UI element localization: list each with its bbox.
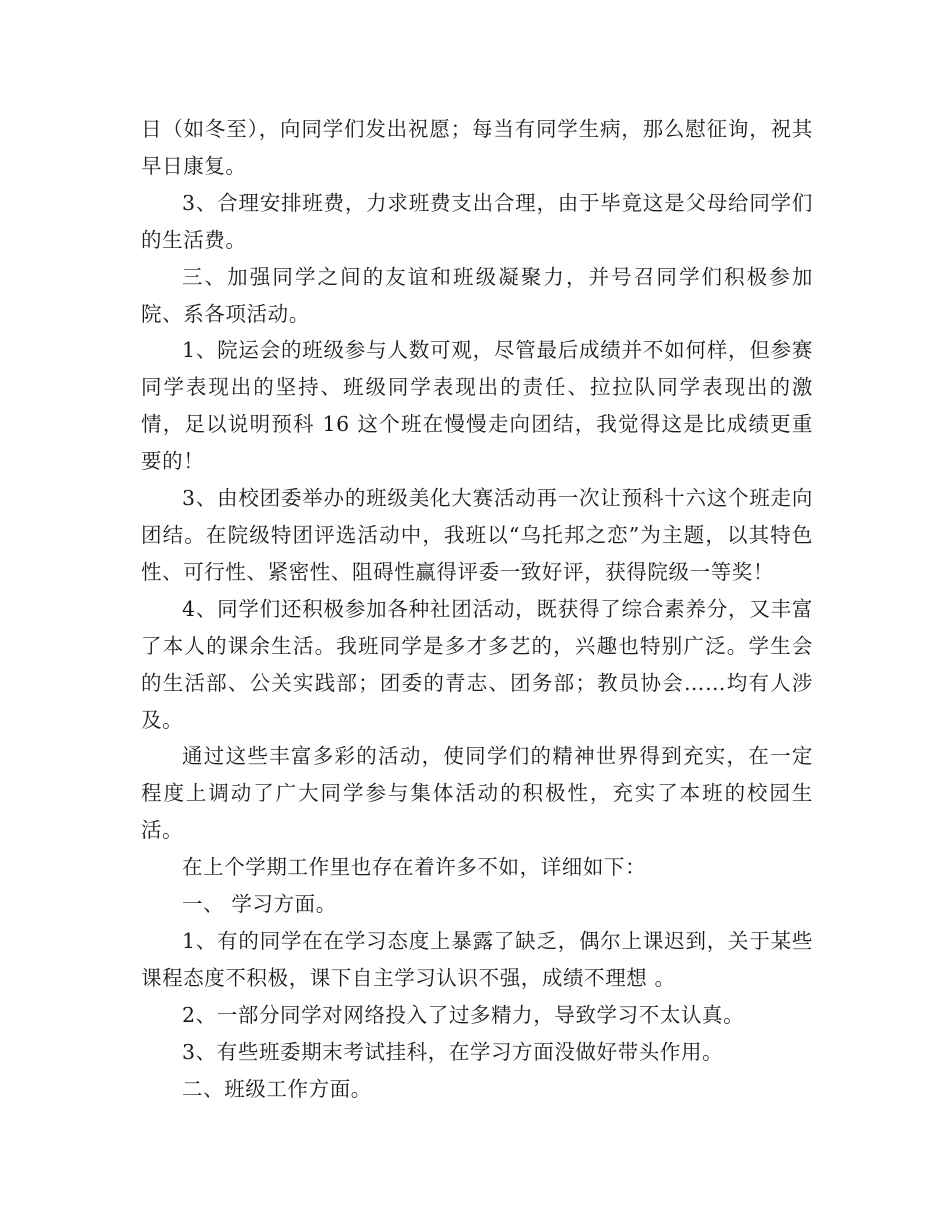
document-body	[141, 111, 813, 1107]
paragraph-study-attitude: 1、有的同学在在学习态度上暴露了缺乏，偶尔上课迟到，关于某些课程态度不积极，课下自主学习认识不强，成绩不理想 。	[141, 928, 813, 990]
paragraph-class-fee: 3、合理安排班费，力求班费支出合理，由于毕竟这是父母给同学们的生活费。	[141, 190, 813, 252]
paragraph-committee-exams: 3、有些班委期末考试挂科，在学习方面没做好带头作用。	[182, 1039, 724, 1064]
paragraph-shortcomings-intro: 在上个学期工作里也存在着许多不如，详细如下：	[182, 855, 647, 880]
paragraph-class-beautify: 3、由校团委举办的班级美化大赛活动再一次让预科十六这个班走向团结。在院级特团评选活动中，我班以“乌托邦之恋”为主题，以其特色性、可行性、紧密性、阻碍性赢得评委一致好评，获得院级一等奖！	[141, 486, 813, 584]
paragraph-internet: 2、一部分同学对网络投入了过多精力，导致学习不太认真。	[182, 1002, 745, 1027]
paragraph-sports-meet: 1、院运会的班级参与人数可观，尽管最后成绩并不如何样，但参赛同学表现出的坚持、班级同学表现出的责任、拉拉队同学表现出的激情，足以说明预科 16 这个班在慢慢走向团结，我觉得这是比成绩更重要的！	[141, 338, 813, 474]
paragraph-section-three: 三、加强同学之间的友谊和班级凝聚力，并号召同学们积极参加院、系各项活动。	[141, 264, 813, 326]
heading-study: 一、 学习方面。	[182, 892, 337, 917]
paragraph-continuation: 日（如冬至），向同学们发出祝愿；每当有同学生病，那么慰征询，祝其早日康复。	[141, 117, 813, 178]
heading-class-work: 二、班级工作方面。	[182, 1076, 372, 1101]
paragraph-summary: 通过这些丰富多彩的活动，使同学们的精神世界得到充实，在一定程度上调动了广大同学参与集体活动的积极性，充实了本班的校园生活。	[141, 744, 813, 843]
paragraph-club-activities: 4、同学们还积极参加各种社团活动，既获得了综合素养分，又丰富了本人的课余生活。我班同学是多才多艺的，兴趣也特别广泛。学生会的生活部、公关实践部；团委的青志、团务部；教员协会……均有人涉及。	[141, 596, 813, 732]
